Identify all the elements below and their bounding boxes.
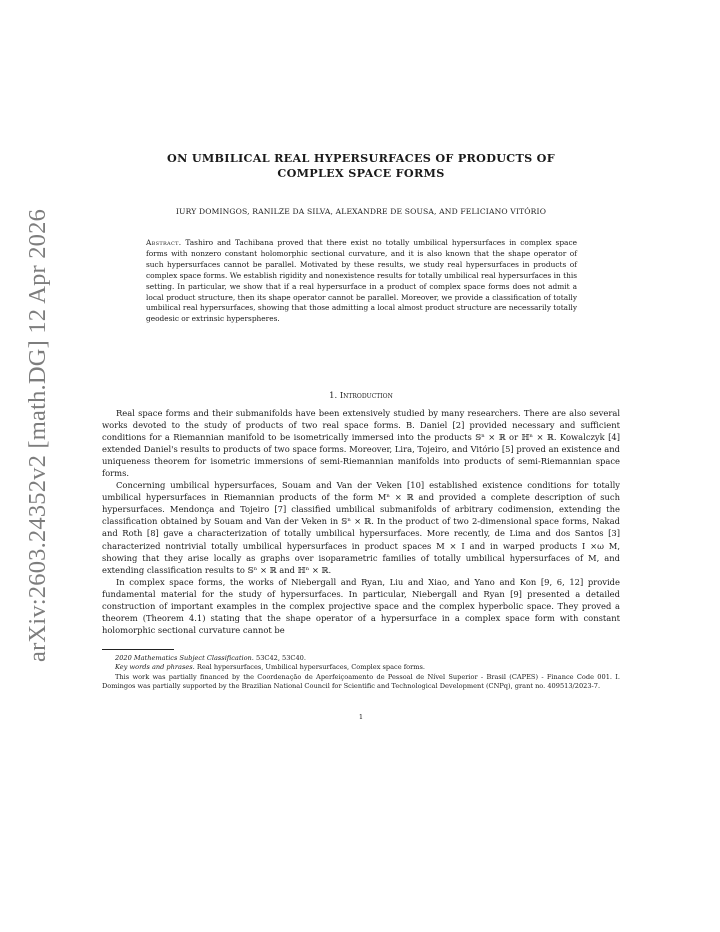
author-list: IURY DOMINGOS, RANILZE DA SILVA, ALEXANDRE DE SOUSA, AND FELICIANO VITÓRIO [175, 207, 547, 216]
msc-footnote [102, 654, 620, 663]
abstract-text: Tashiro and Tachibana proved that there exist no totally umbilical hypersurfaces in complex space forms with nonzero constant holomorphic sectional curvature, and it is also known that the shape operator of such hypersurfaces cannot be parallel. Motivated by these results, we study real hypersurfaces in products of complex space forms. We establish rigidity and nonexistence results for totally umbilical real hypersurfaces in this setting. In particular, we show that if a real hypersurface in a product of complex space forms does not admit a local product structure, then its shape operator cannot be parallel. Moreover, we provide a classification of totally umbilical real hypersurfaces, showing that those admitting a local almost product structure are necessarily totally geodesic or extrinsic hyperspheres. [146, 238, 577, 324]
funding-footnote: This work was partially financed by the Coordenação de Aperfeiçoamento de Pessoal de Nível Superior - Brasil (CAPES) - Finance Code 001. I. Domingos was partially supported by the Brazilian National Council for Scientific and Technological Development (CNPq), grant no. 409513/2023-7. [102, 672, 620, 690]
paragraph: In complex space forms, the works of Niebergall and Ryan, Liu and Xiao, and Yano and Kon [9, 6, 12] provide fundamental material for the study of hypersurfaces. In particular, Niebergall and Ryan [9] presented a detailed construction of important examples in the complex projective space and the complex hyperbolic space. They proved a theorem (Theorem 4.1) stating that the shape operator of a hypersurface in a complex space form with constant holomorphic sectional curvature cannot be [102, 576, 620, 635]
msc-value: 53C42, 53C40. [256, 654, 306, 662]
abstract-label: Abstract. [146, 238, 182, 247]
footnote-rule [102, 649, 174, 650]
footnotes [102, 654, 620, 691]
paper-title [102, 151, 620, 181]
paper-title-line-1: ON UMBILICAL REAL HYPERSURFACES OF PRODUCTS OF [167, 151, 555, 165]
paragraph: Real space forms and their submanifolds have been extensively studied by many researchers. There are also several works devoted to the study of products of two real space forms. B. Daniel [2] provided necessary and sufficient conditions for a Riemannian manifold to be isometrically immersed into the products 𝕊ⁿ × ℝ or ℍⁿ × ℝ. Kowalczyk [4] extended Daniel's results to products of two space forms. Moreover, Lira, Tojeiro, and Vitório [5] proved an existence and uniqueness theorem for isometric immersions of semi-Riemannian manifolds into products of semi-Riemannian space forms. [102, 408, 620, 479]
introduction-body [102, 407, 620, 636]
section-title: Introduction [339, 390, 393, 400]
section-number: 1. [329, 390, 338, 400]
abstract [146, 238, 577, 325]
keywords-value: Real hypersurfaces, Umbilical hypersurfaces, Complex space forms. [196, 663, 426, 672]
paper-title-line-2: COMPLEX SPACE FORMS [277, 166, 445, 180]
page-number: 1 [358, 713, 364, 721]
msc-label: 2020 Mathematics Subject Classification. [115, 654, 254, 662]
keywords-label: Key words and phrases. [115, 663, 195, 672]
section-heading [102, 390, 620, 400]
paragraph: Concerning umbilical hypersurfaces, Souam and Van der Veken [10] established existence conditions for totally umbilical hypersurfaces in Riemannian products of the form Mⁿ × ℝ and provided a complete description of such hypersurfaces. Mendonça and Tojeiro [7] classified umbilical submanifolds of arbitrary codimension, extending the classification obtained by Souam and Van der Veken in 𝕊ⁿ × ℝ. In the product of two 2-dimensional space forms, Nakad and Roth [8] gave a characterization of totally umbilical hypersurfaces. More recently, de Lima and dos Santos [3] characterized nontrivial totally umbilical hypersurfaces in product spaces M × I and in warped products I ×ω M, showing that they arise locally as graphs over isoparametric families of totally umbilical hypersurfaces of M, and extending classification results to 𝕊ⁿ × ℝ and ℍⁿ × ℝ. [102, 480, 620, 575]
arxiv-identifier-stamp [22, 208, 51, 664]
arxiv-identifier-text: arXiv:2603.24352v2 [math.DG] 12 Apr 2026 [24, 208, 51, 662]
keywords-footnote [102, 663, 620, 672]
